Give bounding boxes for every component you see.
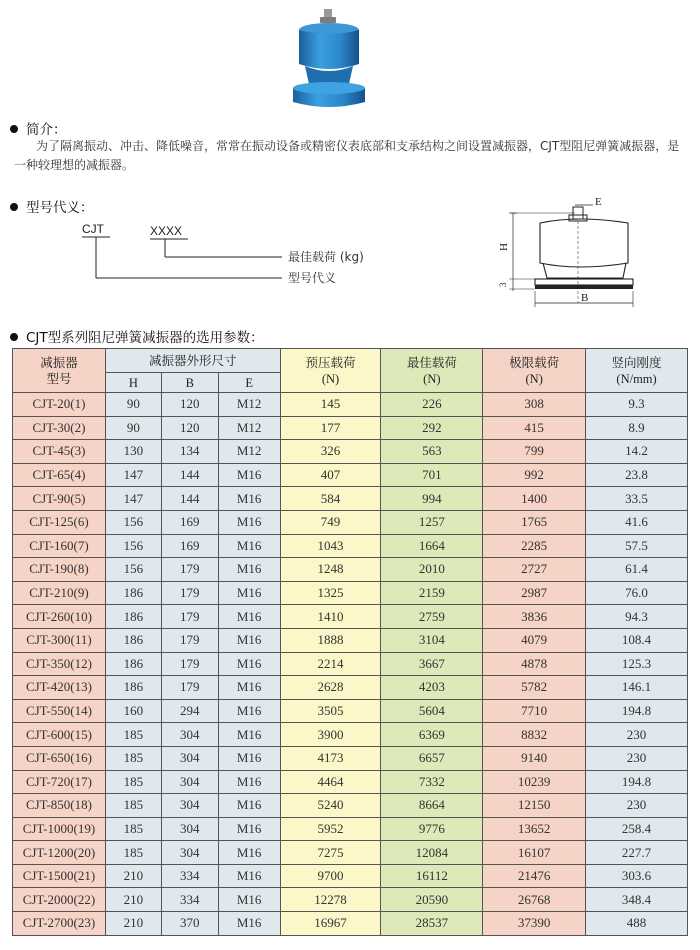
cell-e: M16 <box>218 676 280 700</box>
dim-label-e: E <box>595 196 602 208</box>
cell-model: CJT-600(15) <box>13 723 106 747</box>
cell-stiffness: 33.5 <box>586 487 688 511</box>
cell-model: CJT-720(17) <box>13 770 106 794</box>
cell-b: 304 <box>161 746 218 770</box>
cell-limit: 21476 <box>483 864 586 888</box>
cell-best: 6369 <box>381 723 483 747</box>
cell-stiffness: 230 <box>586 746 688 770</box>
model-code-diagram <box>70 215 430 295</box>
cell-limit: 3836 <box>483 605 586 629</box>
col-header-b: B <box>161 373 218 393</box>
bullet-icon <box>10 203 18 211</box>
intro-text: 为了隔离振动、冲击、降低噪音，常常在振动设备或精密仪表底部和支承结构之间设置减振器，CJT型阻尼弹簧减振器，是一种较理想的减振器。 <box>14 139 680 172</box>
cell-e: M16 <box>218 510 280 534</box>
cell-model: CJT-30(2) <box>13 416 106 440</box>
cell-h: 185 <box>105 723 161 747</box>
cell-best: 9776 <box>381 817 483 841</box>
table-row <box>13 416 688 440</box>
cell-preload: 3505 <box>280 699 381 723</box>
cell-stiffness: 146.1 <box>586 676 688 700</box>
cell-b: 144 <box>161 463 218 487</box>
cell-e: M16 <box>218 841 280 865</box>
cell-b: 179 <box>161 676 218 700</box>
dim-label-3: 3 <box>498 282 508 287</box>
cell-e: M16 <box>218 581 280 605</box>
cell-model: CJT-20(1) <box>13 393 106 417</box>
cell-h: 147 <box>105 487 161 511</box>
cell-preload: 145 <box>280 393 381 417</box>
cell-h: 147 <box>105 463 161 487</box>
table-row <box>13 581 688 605</box>
cell-preload: 12278 <box>280 888 381 912</box>
cell-best: 28537 <box>381 912 483 936</box>
cell-h: 185 <box>105 794 161 818</box>
cell-model: CJT-300(11) <box>13 628 106 652</box>
cell-h: 186 <box>105 605 161 629</box>
cell-best: 7332 <box>381 770 483 794</box>
cell-e: M16 <box>218 912 280 936</box>
cell-preload: 2214 <box>280 652 381 676</box>
dim-label-b: B <box>581 292 589 304</box>
cell-model: CJT-125(6) <box>13 510 106 534</box>
cell-limit: 5782 <box>483 676 586 700</box>
cell-limit: 415 <box>483 416 586 440</box>
cell-model: CJT-160(7) <box>13 534 106 558</box>
cell-model: CJT-850(18) <box>13 794 106 818</box>
cell-h: 185 <box>105 770 161 794</box>
cell-limit: 9140 <box>483 746 586 770</box>
cell-b: 304 <box>161 841 218 865</box>
cell-h: 156 <box>105 534 161 558</box>
cell-limit: 13652 <box>483 817 586 841</box>
cell-e: M16 <box>218 628 280 652</box>
table-row <box>13 510 688 534</box>
cell-best: 2010 <box>381 558 483 582</box>
cell-limit: 2727 <box>483 558 586 582</box>
cell-model: CJT-90(5) <box>13 487 106 511</box>
table-row <box>13 605 688 629</box>
bullet-icon <box>10 125 18 133</box>
table-row <box>13 652 688 676</box>
cell-best: 3104 <box>381 628 483 652</box>
cell-best: 5604 <box>381 699 483 723</box>
cell-limit: 1765 <box>483 510 586 534</box>
cell-b: 120 <box>161 416 218 440</box>
cell-limit: 799 <box>483 440 586 464</box>
cell-stiffness: 57.5 <box>586 534 688 558</box>
table-row <box>13 676 688 700</box>
col-header-h: H <box>105 373 161 393</box>
cell-preload: 2628 <box>280 676 381 700</box>
table-row <box>13 487 688 511</box>
cell-best: 226 <box>381 393 483 417</box>
cell-e: M16 <box>218 487 280 511</box>
cell-limit: 12150 <box>483 794 586 818</box>
cell-preload: 1888 <box>280 628 381 652</box>
cell-preload: 1043 <box>280 534 381 558</box>
cell-e: M12 <box>218 393 280 417</box>
cell-best: 701 <box>381 463 483 487</box>
cell-stiffness: 61.4 <box>586 558 688 582</box>
intro-heading: 简介： <box>10 118 67 138</box>
cell-e: M16 <box>218 558 280 582</box>
cell-b: 134 <box>161 440 218 464</box>
cell-e: M16 <box>218 652 280 676</box>
cell-model: CJT-1200(20) <box>13 841 106 865</box>
table-row <box>13 746 688 770</box>
cell-b: 304 <box>161 794 218 818</box>
cell-best: 2759 <box>381 605 483 629</box>
cell-limit: 26768 <box>483 888 586 912</box>
cell-limit: 2987 <box>483 581 586 605</box>
cell-stiffness: 108.4 <box>586 628 688 652</box>
label-model: 型号代义 <box>288 271 337 285</box>
cell-b: 334 <box>161 888 218 912</box>
cell-stiffness: 194.8 <box>586 770 688 794</box>
cell-model: CJT-260(10) <box>13 605 106 629</box>
cell-model: CJT-1500(21) <box>13 864 106 888</box>
cell-h: 186 <box>105 581 161 605</box>
cell-preload: 4464 <box>280 770 381 794</box>
cell-best: 292 <box>381 416 483 440</box>
cell-h: 210 <box>105 888 161 912</box>
table-body <box>13 393 688 936</box>
cell-best: 1664 <box>381 534 483 558</box>
cell-e: M16 <box>218 864 280 888</box>
cell-h: 210 <box>105 912 161 936</box>
col-header-model: 减振器 型号 <box>13 349 106 393</box>
cell-e: M16 <box>218 605 280 629</box>
cell-best: 1257 <box>381 510 483 534</box>
cell-limit: 4079 <box>483 628 586 652</box>
cell-b: 179 <box>161 628 218 652</box>
cell-h: 156 <box>105 558 161 582</box>
cell-limit: 7710 <box>483 699 586 723</box>
code-prefix: CJT <box>82 222 104 236</box>
cell-h: 90 <box>105 416 161 440</box>
cell-stiffness: 76.0 <box>586 581 688 605</box>
cell-stiffness: 230 <box>586 794 688 818</box>
cell-stiffness: 194.8 <box>586 699 688 723</box>
table-row <box>13 393 688 417</box>
cell-h: 210 <box>105 864 161 888</box>
cell-e: M16 <box>218 817 280 841</box>
cell-e: M16 <box>218 770 280 794</box>
col-header-limit: 极限载荷 (N) <box>483 349 586 393</box>
cell-preload: 5240 <box>280 794 381 818</box>
cell-model: CJT-420(13) <box>13 676 106 700</box>
cell-preload: 326 <box>280 440 381 464</box>
cell-preload: 7275 <box>280 841 381 865</box>
table-row <box>13 888 688 912</box>
cell-preload: 16967 <box>280 912 381 936</box>
cell-e: M16 <box>218 888 280 912</box>
cell-b: 144 <box>161 487 218 511</box>
cell-b: 304 <box>161 723 218 747</box>
table-row <box>13 440 688 464</box>
cell-stiffness: 9.3 <box>586 393 688 417</box>
cell-preload: 407 <box>280 463 381 487</box>
cell-b: 120 <box>161 393 218 417</box>
cell-b: 294 <box>161 699 218 723</box>
cell-preload: 749 <box>280 510 381 534</box>
table-row <box>13 864 688 888</box>
table-row <box>13 723 688 747</box>
cell-b: 304 <box>161 817 218 841</box>
cell-preload: 5952 <box>280 817 381 841</box>
cell-limit: 37390 <box>483 912 586 936</box>
cell-h: 185 <box>105 841 161 865</box>
cell-best: 994 <box>381 487 483 511</box>
table-row <box>13 699 688 723</box>
col-header-best: 最佳载荷 (N) <box>381 349 483 393</box>
cell-stiffness: 230 <box>586 723 688 747</box>
table-row <box>13 463 688 487</box>
cell-best: 4203 <box>381 676 483 700</box>
cell-e: M16 <box>218 699 280 723</box>
col-header-stiffness: 竖向刚度 (N/mm) <box>586 349 688 393</box>
table-row <box>13 628 688 652</box>
cell-stiffness: 303.6 <box>586 864 688 888</box>
cell-e: M16 <box>218 794 280 818</box>
cell-preload: 1410 <box>280 605 381 629</box>
cell-b: 179 <box>161 581 218 605</box>
cell-limit: 4878 <box>483 652 586 676</box>
code-suffix: XXXX <box>150 224 183 238</box>
model-code-heading: 型号代义： <box>10 196 94 216</box>
cell-limit: 992 <box>483 463 586 487</box>
cell-e: M16 <box>218 463 280 487</box>
table-row <box>13 534 688 558</box>
cell-stiffness: 125.3 <box>586 652 688 676</box>
cell-b: 370 <box>161 912 218 936</box>
cell-preload: 9700 <box>280 864 381 888</box>
cell-b: 304 <box>161 770 218 794</box>
cell-best: 3667 <box>381 652 483 676</box>
cell-b: 169 <box>161 510 218 534</box>
cell-h: 186 <box>105 676 161 700</box>
cell-h: 186 <box>105 628 161 652</box>
cell-h: 185 <box>105 817 161 841</box>
cell-limit: 10239 <box>483 770 586 794</box>
cell-stiffness: 94.3 <box>586 605 688 629</box>
col-header-dims: 减振器外形尺寸 <box>105 349 280 373</box>
cell-preload: 177 <box>280 416 381 440</box>
cell-preload: 584 <box>280 487 381 511</box>
table-row <box>13 558 688 582</box>
label-best-load: 最佳载荷 (kg) <box>288 250 364 264</box>
cell-model: CJT-210(9) <box>13 581 106 605</box>
cell-stiffness: 227.7 <box>586 841 688 865</box>
dim-label-h: H <box>498 243 510 251</box>
cell-stiffness: 41.6 <box>586 510 688 534</box>
cell-best: 20590 <box>381 888 483 912</box>
cell-best: 6657 <box>381 746 483 770</box>
cell-b: 179 <box>161 652 218 676</box>
table-row <box>13 817 688 841</box>
cell-b: 334 <box>161 864 218 888</box>
cell-stiffness: 488 <box>586 912 688 936</box>
cell-best: 2159 <box>381 581 483 605</box>
product-photo <box>283 4 375 112</box>
dimension-diagram <box>495 193 645 311</box>
cell-e: M12 <box>218 440 280 464</box>
cell-stiffness: 23.8 <box>586 463 688 487</box>
cell-model: CJT-550(14) <box>13 699 106 723</box>
cell-stiffness: 14.2 <box>586 440 688 464</box>
cell-b: 179 <box>161 558 218 582</box>
table-row <box>13 912 688 936</box>
cell-best: 563 <box>381 440 483 464</box>
cell-e: M12 <box>218 416 280 440</box>
bullet-icon <box>10 333 18 341</box>
cell-best: 12084 <box>381 841 483 865</box>
cell-best: 16112 <box>381 864 483 888</box>
col-header-preload: 预压载荷 (N) <box>280 349 381 393</box>
cell-e: M16 <box>218 534 280 558</box>
cell-model: CJT-1000(19) <box>13 817 106 841</box>
cell-model: CJT-45(3) <box>13 440 106 464</box>
cell-h: 90 <box>105 393 161 417</box>
table-row <box>13 794 688 818</box>
col-header-e: E <box>218 373 280 393</box>
cell-stiffness: 348.4 <box>586 888 688 912</box>
table-row <box>13 841 688 865</box>
cell-limit: 308 <box>483 393 586 417</box>
cell-model: CJT-650(16) <box>13 746 106 770</box>
cell-h: 130 <box>105 440 161 464</box>
cell-h: 156 <box>105 510 161 534</box>
table-row <box>13 770 688 794</box>
cell-h: 185 <box>105 746 161 770</box>
cell-stiffness: 8.9 <box>586 416 688 440</box>
cell-preload: 3900 <box>280 723 381 747</box>
table-heading: CJT型系列阻尼弹簧减振器的选用参数： <box>10 326 264 346</box>
cell-model: CJT-2000(22) <box>13 888 106 912</box>
cell-preload: 1248 <box>280 558 381 582</box>
cell-model: CJT-65(4) <box>13 463 106 487</box>
cell-e: M16 <box>218 723 280 747</box>
cell-limit: 2285 <box>483 534 586 558</box>
cell-limit: 16107 <box>483 841 586 865</box>
cell-limit: 8832 <box>483 723 586 747</box>
cell-preload: 1325 <box>280 581 381 605</box>
cell-model: CJT-190(8) <box>13 558 106 582</box>
cell-h: 160 <box>105 699 161 723</box>
cell-model: CJT-2700(23) <box>13 912 106 936</box>
cell-limit: 1400 <box>483 487 586 511</box>
cell-best: 8664 <box>381 794 483 818</box>
cell-e: M16 <box>218 746 280 770</box>
cell-h: 186 <box>105 652 161 676</box>
cell-b: 179 <box>161 605 218 629</box>
cell-stiffness: 258.4 <box>586 817 688 841</box>
parameter-table <box>12 348 688 936</box>
cell-model: CJT-350(12) <box>13 652 106 676</box>
cell-preload: 4173 <box>280 746 381 770</box>
cell-b: 169 <box>161 534 218 558</box>
